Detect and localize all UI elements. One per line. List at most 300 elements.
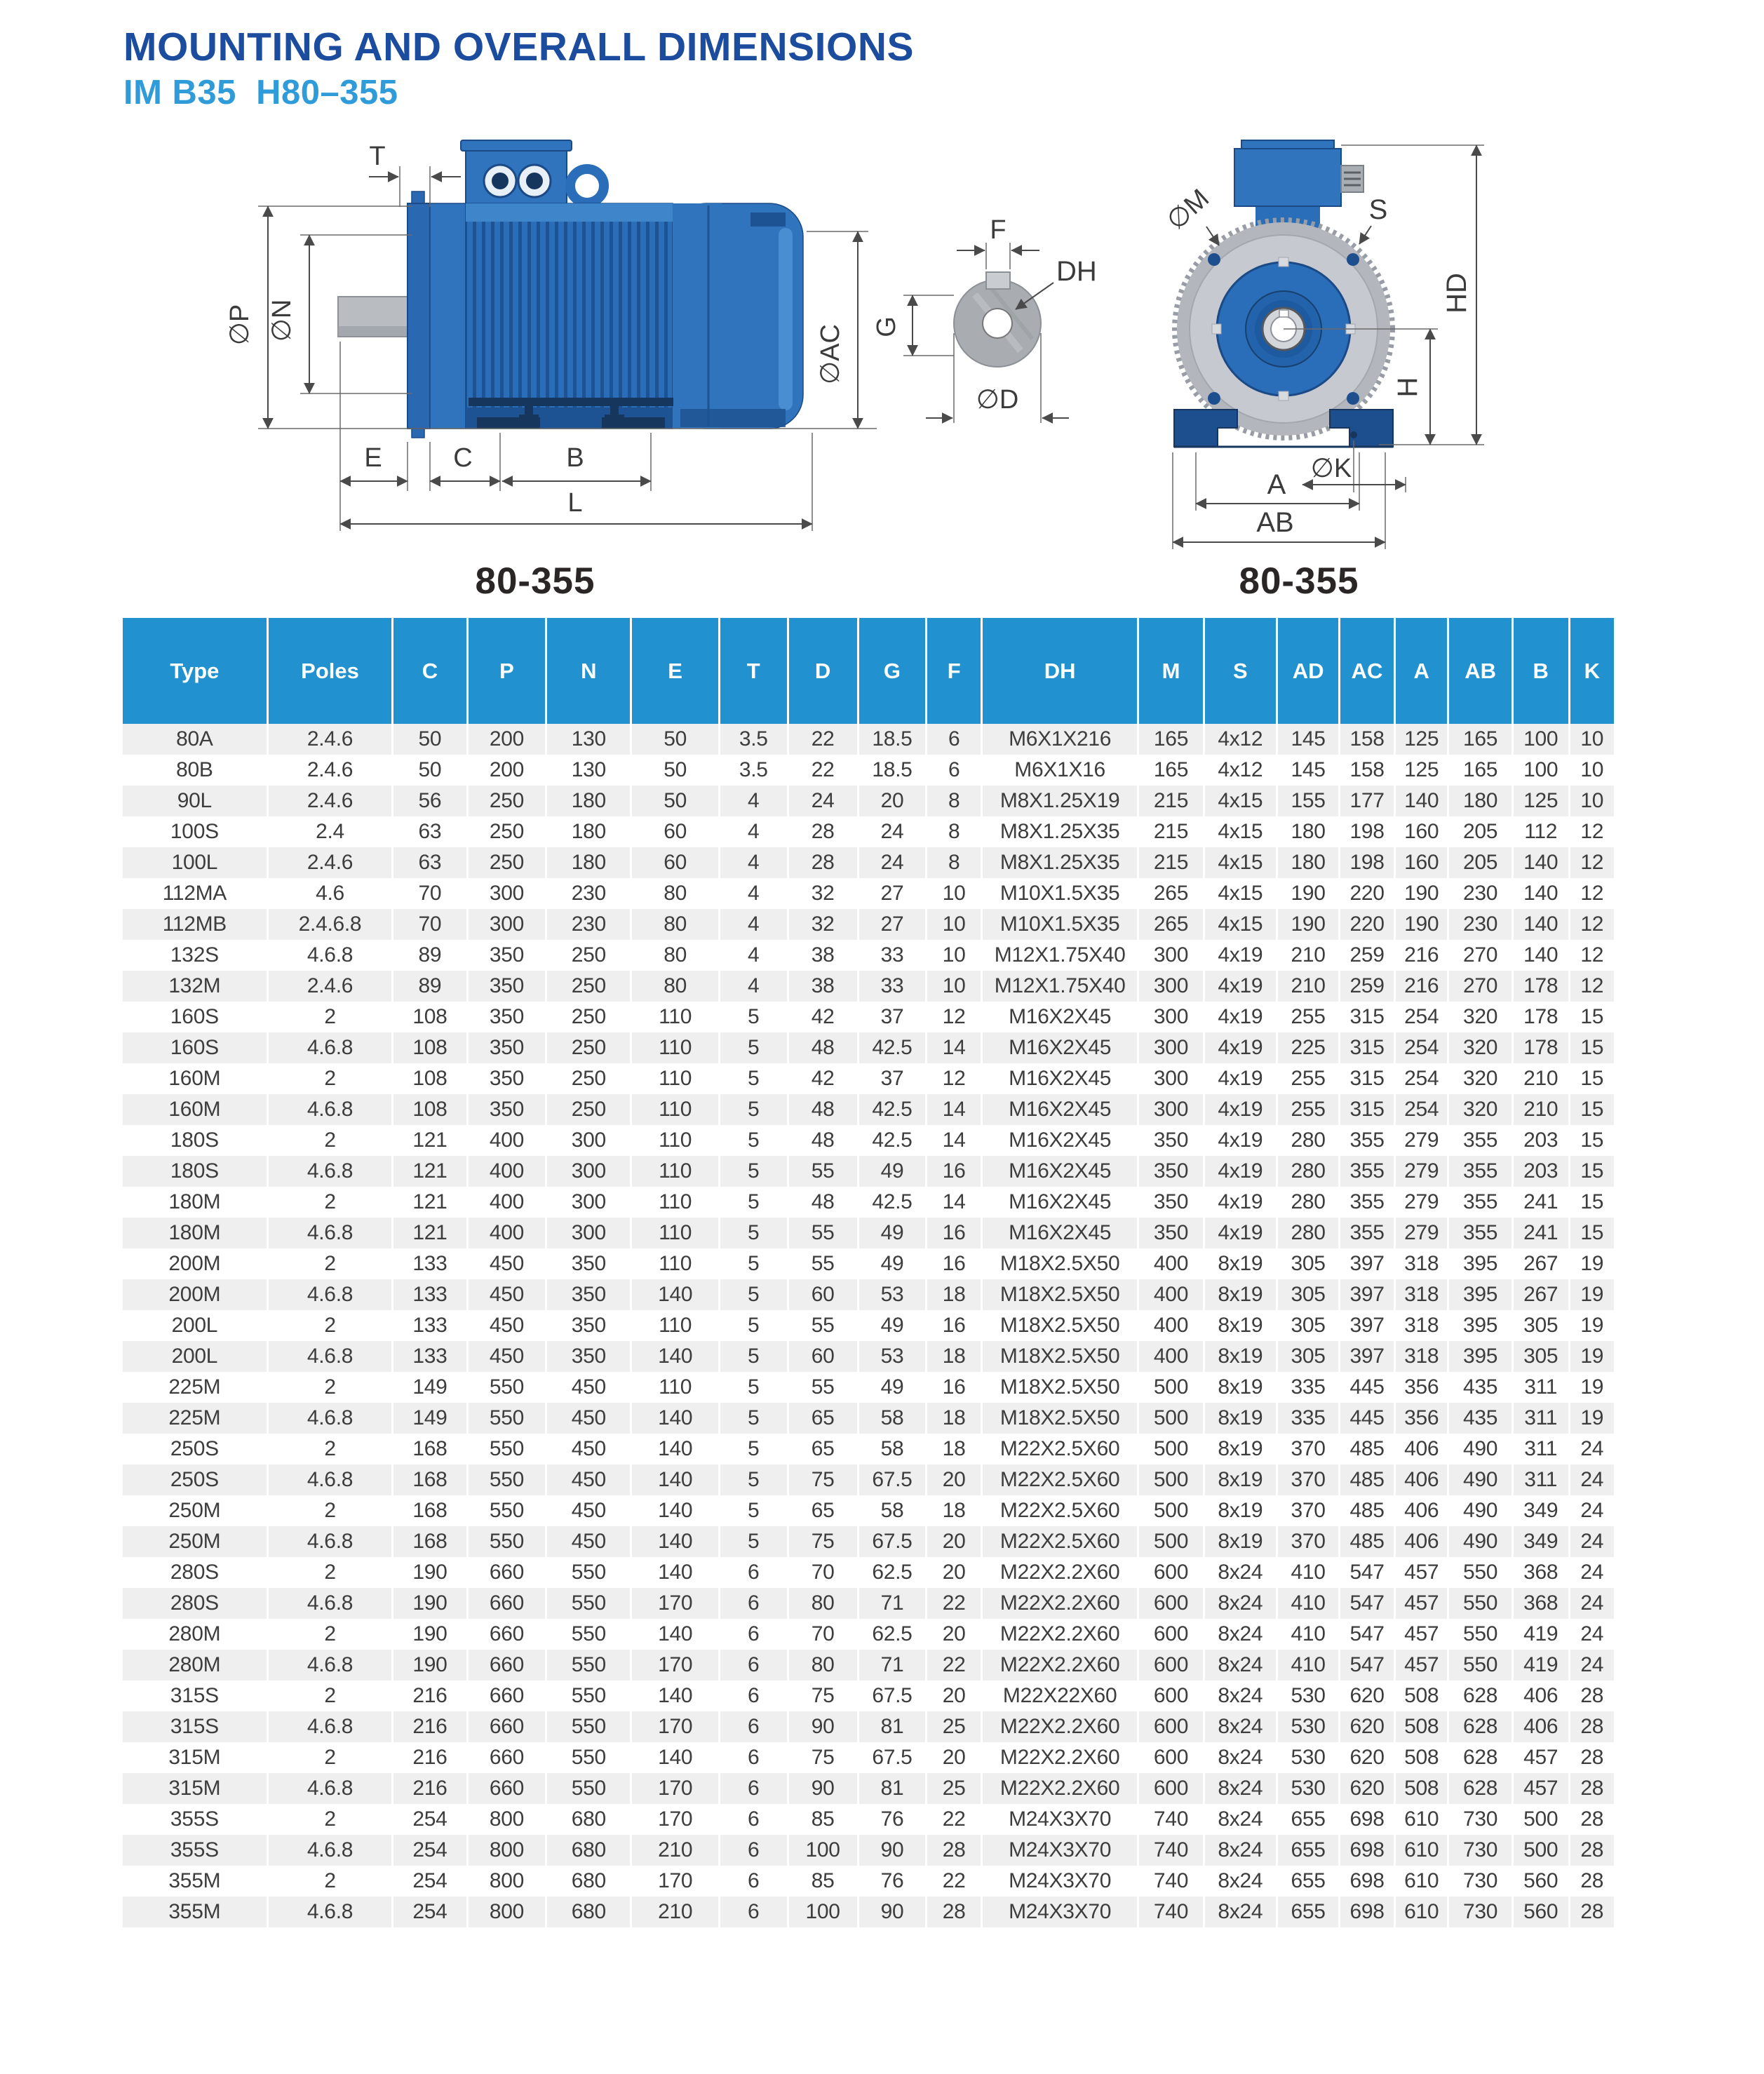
table-cell: 24 (858, 816, 927, 847)
table-cell: 320 (1448, 1032, 1512, 1063)
table-cell: 698 (1340, 1835, 1395, 1866)
table-cell: 730 (1448, 1897, 1512, 1927)
table-cell: 6 (719, 1866, 788, 1897)
table-cell: 311 (1512, 1464, 1569, 1495)
table-cell: 355 (1448, 1156, 1512, 1187)
table-cell: 4x19 (1204, 1218, 1277, 1248)
table-cell: 210 (1512, 1094, 1569, 1125)
table-cell: 81 (858, 1711, 927, 1742)
table-cell: M24X3X70 (982, 1866, 1138, 1897)
table-cell: 508 (1394, 1711, 1448, 1742)
table-cell: 37 (858, 1063, 927, 1094)
table-cell: 400 (1138, 1248, 1204, 1279)
dim-label-e: E (364, 443, 382, 473)
table-cell: 530 (1277, 1773, 1339, 1804)
table-row (123, 1619, 1614, 1650)
column-header-ac: AC (1340, 618, 1395, 724)
table-cell: 5 (719, 1464, 788, 1495)
table-cell: 740 (1138, 1835, 1204, 1866)
table-cell: 355M (123, 1866, 267, 1897)
table-cell: 190 (393, 1650, 467, 1681)
table-cell: 5 (719, 1125, 788, 1156)
shaft-hub (954, 272, 1041, 367)
table-cell: M18X2.5X50 (982, 1248, 1138, 1279)
table-cell: M6X1X216 (982, 724, 1138, 755)
table-cell: M22X2.5X60 (982, 1495, 1138, 1526)
table-cell: 24 (1580, 1653, 1604, 1676)
table-cell: 450 (467, 1310, 546, 1341)
table-cell: 600 (1138, 1557, 1204, 1588)
table-cell: 19 (1580, 1375, 1604, 1399)
table-cell: 318 (1394, 1248, 1448, 1279)
table-cell: 315S (123, 1681, 267, 1711)
table-cell: 250S (123, 1464, 267, 1495)
table-cell: 250S (123, 1434, 267, 1464)
table-row (123, 1248, 1614, 1279)
table-cell: 42.5 (858, 1032, 927, 1063)
table-cell: 165 (1448, 755, 1512, 786)
column-header-type: Type (123, 618, 267, 724)
table-cell: 300 (546, 1218, 631, 1248)
table-cell: 800 (467, 1835, 546, 1866)
table-cell: 8x19 (1204, 1341, 1277, 1372)
table-cell: 216 (393, 1773, 467, 1804)
table-cell: 490 (1448, 1526, 1512, 1557)
table-cell: 180 (1277, 816, 1339, 847)
table-cell: 8x19 (1204, 1372, 1277, 1403)
table-cell: 165 (1448, 724, 1512, 755)
column-header-ab: AB (1448, 618, 1512, 724)
table-cell: 500 (1512, 1835, 1569, 1866)
table-cell: 216 (1394, 940, 1448, 971)
table-cell: M24X3X70 (982, 1804, 1138, 1835)
table-cell: 158 (1340, 724, 1395, 755)
table-row (123, 1218, 1614, 1248)
table-cell: 100 (788, 1835, 858, 1866)
table-cell: 80 (631, 909, 719, 940)
table-cell: 42.5 (858, 1094, 927, 1125)
table-cell: M16X2X45 (982, 1032, 1138, 1063)
table-cell: 121 (393, 1125, 467, 1156)
table-cell: 4.6.8 (267, 1403, 393, 1434)
dim-label-h: H (1392, 377, 1423, 398)
table-cell: 400 (467, 1218, 546, 1248)
table-cell: 80 (788, 1588, 858, 1619)
table-cell: 4x19 (1204, 1125, 1277, 1156)
table-cell: 530 (1277, 1711, 1339, 1742)
table-cell: 4.6.8 (267, 1835, 393, 1866)
table-cell: 4.6.8 (267, 1650, 393, 1681)
table-cell: 350 (1138, 1125, 1204, 1156)
table-cell: 270 (1448, 971, 1512, 1002)
table-cell: 205 (1448, 847, 1512, 878)
table-cell: 140 (1512, 878, 1569, 909)
table-cell: 660 (467, 1650, 546, 1681)
table-cell: 600 (1138, 1742, 1204, 1773)
table-cell: 180 (546, 847, 631, 878)
table-cell: 254 (393, 1897, 467, 1927)
table-cell: 18 (927, 1434, 982, 1464)
table-cell: 85 (788, 1804, 858, 1835)
table-cell: 410 (1277, 1557, 1339, 1588)
table-cell: 190 (1277, 909, 1339, 940)
table-cell: 740 (1138, 1804, 1204, 1835)
table-cell: M18X2.5X50 (982, 1372, 1138, 1403)
table-cell: 60 (788, 1341, 858, 1372)
table-row (123, 1187, 1614, 1218)
table-cell: 140 (631, 1434, 719, 1464)
table-cell: 15 (1580, 1098, 1604, 1121)
table-cell: 4.6.8 (267, 1279, 393, 1310)
table-row (123, 1125, 1614, 1156)
table-cell: 10 (1580, 789, 1604, 812)
table-cell: 318 (1394, 1341, 1448, 1372)
table-cell: M10X1.5X35 (982, 909, 1138, 940)
table-cell: 5 (719, 1341, 788, 1372)
table-cell: 76 (858, 1804, 927, 1835)
table-cell: 241 (1512, 1218, 1569, 1248)
table-row (123, 1403, 1614, 1434)
table-cell: 620 (1340, 1681, 1395, 1711)
table-cell: 170 (631, 1711, 719, 1742)
table-cell: 6 (719, 1619, 788, 1650)
table-cell: 550 (1448, 1557, 1512, 1588)
table-cell: 560 (1512, 1866, 1569, 1897)
table-cell: 170 (631, 1773, 719, 1804)
table-cell: 190 (393, 1588, 467, 1619)
table-cell: 12 (1580, 913, 1604, 936)
table-cell: 155 (1277, 786, 1339, 816)
table-cell: 110 (631, 1125, 719, 1156)
dim-label-ac: ∅AC (816, 324, 845, 384)
table-cell: 10 (1580, 758, 1604, 781)
table-cell: 250 (467, 786, 546, 816)
table-cell: 406 (1394, 1464, 1448, 1495)
table-cell: 4x19 (1204, 1156, 1277, 1187)
table-cell: 8x24 (1204, 1866, 1277, 1897)
table-cell: M6X1X16 (982, 755, 1138, 786)
table-cell: 2 (267, 1866, 393, 1897)
table-cell: 254 (393, 1866, 467, 1897)
table-cell: 165 (1138, 755, 1204, 786)
table-cell: 220 (1340, 878, 1395, 909)
motor-feet (469, 398, 673, 406)
table-cell: 20 (927, 1464, 982, 1495)
table-cell: 445 (1340, 1372, 1395, 1403)
table-cell: 2 (267, 1619, 393, 1650)
table-cell: 508 (1394, 1681, 1448, 1711)
table-cell: 5 (719, 1495, 788, 1526)
table-cell: 110 (631, 1248, 719, 1279)
table-cell: 600 (1138, 1619, 1204, 1650)
column-header-d: D (788, 618, 858, 724)
table-cell: 4x19 (1204, 1032, 1277, 1063)
table-cell: 2 (267, 1557, 393, 1588)
table-cell: 350 (546, 1248, 631, 1279)
table-cell: 55 (788, 1248, 858, 1279)
table-cell: 3.5 (719, 724, 788, 755)
table-cell: 33 (858, 971, 927, 1002)
table-cell: 133 (393, 1341, 467, 1372)
table-cell: 210 (1512, 1063, 1569, 1094)
shaft-bore (983, 309, 1012, 338)
table-cell: 22 (927, 1866, 982, 1897)
table-cell: M22X2.2X60 (982, 1650, 1138, 1681)
table-cell: 3.5 (719, 755, 788, 786)
table-cell: 400 (1138, 1341, 1204, 1372)
column-header-e: E (631, 618, 719, 724)
table-cell: 5 (719, 1002, 788, 1032)
table-cell: 400 (467, 1187, 546, 1218)
table-cell: 200L (123, 1341, 267, 1372)
table-cell: 254 (1394, 1063, 1448, 1094)
table-cell: 620 (1340, 1742, 1395, 1773)
table-cell: 140 (1512, 940, 1569, 971)
table-cell: 250 (546, 1002, 631, 1032)
table-cell: 4.6.8 (267, 1156, 393, 1187)
table-cell: 27 (858, 878, 927, 909)
table-cell: 279 (1394, 1156, 1448, 1187)
table-cell: 628 (1448, 1773, 1512, 1804)
table-cell: 10 (927, 909, 982, 940)
column-header-poles: Poles (267, 618, 393, 724)
table-cell: 350 (467, 1002, 546, 1032)
dim-label-p: ∅P (225, 304, 255, 346)
table-cell: 350 (1138, 1156, 1204, 1187)
table-cell: 75 (788, 1526, 858, 1557)
table-row (123, 878, 1614, 909)
table-cell: 15 (1580, 1159, 1604, 1183)
dimensions-table (123, 618, 1614, 1927)
table-cell: 180S (123, 1125, 267, 1156)
table-cell: 315 (1340, 1032, 1395, 1063)
table-cell: 660 (467, 1619, 546, 1650)
table-cell: 254 (393, 1804, 467, 1835)
table-cell: 4.6.8 (267, 1032, 393, 1063)
table-cell: 660 (467, 1773, 546, 1804)
table-cell: 355 (1340, 1125, 1395, 1156)
table-row (123, 847, 1614, 878)
table-cell: 698 (1340, 1804, 1395, 1835)
table-cell: 28 (1580, 1746, 1604, 1769)
dim-label-c: C (453, 443, 473, 473)
table-cell: 8x24 (1204, 1711, 1277, 1742)
table-cell: 500 (1512, 1804, 1569, 1835)
table-cell: 133 (393, 1279, 467, 1310)
table-cell: M8X1.25X35 (982, 847, 1138, 878)
table-cell: 370 (1277, 1526, 1339, 1557)
table-cell: 160S (123, 1002, 267, 1032)
table-cell: 19 (1580, 1283, 1604, 1306)
table-cell: 305 (1277, 1248, 1339, 1279)
table-cell: 6 (719, 1804, 788, 1835)
table-cell: 5 (719, 1094, 788, 1125)
table-cell: 50 (631, 755, 719, 786)
table-cell: 300 (1138, 1094, 1204, 1125)
table-cell: 550 (467, 1495, 546, 1526)
table-cell: 4x15 (1204, 847, 1277, 878)
table-cell: 130 (546, 724, 631, 755)
table-cell: 655 (1277, 1866, 1339, 1897)
dim-label-n: ∅N (267, 299, 297, 342)
table-cell: 180 (546, 816, 631, 847)
table-row (123, 971, 1614, 1002)
table-cell: 38 (788, 971, 858, 1002)
table-cell: 70 (393, 878, 467, 909)
table-cell: 2 (267, 1495, 393, 1526)
table-cell: 100 (1512, 755, 1569, 786)
column-header-n: N (546, 618, 631, 724)
table-cell: 250 (467, 847, 546, 878)
table-cell: 4x19 (1204, 940, 1277, 971)
table-cell: 530 (1277, 1681, 1339, 1711)
table-cell: 740 (1138, 1897, 1204, 1927)
table-cell: 655 (1277, 1835, 1339, 1866)
table-cell: 110 (631, 1187, 719, 1218)
table-cell: 12 (927, 1002, 982, 1032)
table-cell: 500 (1138, 1372, 1204, 1403)
table-cell: 250 (546, 971, 631, 1002)
table-cell: 259 (1340, 971, 1395, 1002)
table-cell: 550 (546, 1711, 631, 1742)
table-cell: 168 (393, 1526, 467, 1557)
table-cell: 397 (1340, 1341, 1395, 1372)
table-cell: 8x24 (1204, 1557, 1277, 1588)
table-cell: M12X1.75X40 (982, 971, 1138, 1002)
table-cell: 15 (1580, 1129, 1604, 1152)
table-cell: 110 (631, 1156, 719, 1187)
table-cell: 600 (1138, 1711, 1204, 1742)
table-cell: 80B (123, 755, 267, 786)
table-cell: 4.6.8 (267, 1341, 393, 1372)
table-cell: 280S (123, 1588, 267, 1619)
table-cell: 500 (1138, 1434, 1204, 1464)
table-cell: 180S (123, 1156, 267, 1187)
table-cell: 62.5 (858, 1557, 927, 1588)
table-cell: 190 (1394, 909, 1448, 940)
table-cell: 132S (123, 940, 267, 971)
table-cell: 48 (788, 1125, 858, 1156)
table-cell: 2 (267, 1002, 393, 1032)
table-cell: 20 (927, 1681, 982, 1711)
table-cell: 89 (393, 971, 467, 1002)
table-cell: 800 (467, 1897, 546, 1927)
table-cell: 300 (1138, 971, 1204, 1002)
table-cell: 6 (927, 755, 982, 786)
table-cell: 450 (467, 1248, 546, 1279)
table-cell: 550 (467, 1403, 546, 1434)
table-cell: 10 (1580, 727, 1604, 750)
table-cell: 628 (1448, 1681, 1512, 1711)
table-cell: 50 (631, 786, 719, 816)
table-cell: 20 (927, 1557, 982, 1588)
table-cell: 400 (467, 1156, 546, 1187)
table-cell: 315M (123, 1773, 267, 1804)
table-cell: 110 (631, 1372, 719, 1403)
table-cell: 160S (123, 1032, 267, 1063)
table-cell: 400 (1138, 1279, 1204, 1310)
table-cell: 2 (267, 1063, 393, 1094)
table-cell: 210 (1277, 940, 1339, 971)
table-cell: 485 (1340, 1464, 1395, 1495)
table-cell: 18 (927, 1279, 982, 1310)
table-cell: 32 (788, 878, 858, 909)
table-cell: 349 (1512, 1526, 1569, 1557)
table-cell: 37 (858, 1002, 927, 1032)
table-cell: 457 (1394, 1557, 1448, 1588)
table-cell: 112 (1512, 816, 1569, 847)
table-cell: 698 (1340, 1866, 1395, 1897)
table-cell: 140 (1394, 786, 1448, 816)
table-cell: 355S (123, 1804, 267, 1835)
table-cell: 22 (788, 755, 858, 786)
table-cell: M16X2X45 (982, 1002, 1138, 1032)
table-cell: 42 (788, 1002, 858, 1032)
table-cell: 168 (393, 1464, 467, 1495)
table-row (123, 1650, 1614, 1681)
table-row (123, 1742, 1614, 1773)
table-cell: 8x19 (1204, 1310, 1277, 1341)
table-cell: 22 (927, 1588, 982, 1619)
table-cell: 28 (1580, 1900, 1604, 1923)
table-cell: 200M (123, 1279, 267, 1310)
table-cell: 10 (927, 971, 982, 1002)
table-cell: 75 (788, 1681, 858, 1711)
table-cell: 28 (1580, 1869, 1604, 1892)
table-cell: 230 (546, 878, 631, 909)
table-cell: 81 (858, 1773, 927, 1804)
table-cell: 620 (1340, 1711, 1395, 1742)
table-cell: 8x24 (1204, 1588, 1277, 1619)
table-cell: 254 (393, 1835, 467, 1866)
table-cell: 550 (1448, 1588, 1512, 1619)
table-row (123, 1464, 1614, 1495)
table-cell: 50 (631, 724, 719, 755)
table-cell: M16X2X45 (982, 1094, 1138, 1125)
table-cell: 628 (1448, 1742, 1512, 1773)
table-cell: 305 (1512, 1310, 1569, 1341)
table-row (123, 816, 1614, 847)
table-cell: 4.6 (267, 878, 393, 909)
table-cell: 160 (1394, 847, 1448, 878)
table-cell: 600 (1138, 1650, 1204, 1681)
table-cell: 12 (1580, 943, 1604, 967)
table-cell: 49 (858, 1156, 927, 1187)
table-cell: 170 (631, 1804, 719, 1835)
table-cell: 320 (1448, 1063, 1512, 1094)
front-view-caption: 80-355 (1239, 560, 1359, 602)
table-cell: 370 (1277, 1434, 1339, 1464)
table-cell: 205 (1448, 816, 1512, 847)
table-cell: 140 (1512, 909, 1569, 940)
table-cell: 110 (631, 1310, 719, 1341)
column-header-f: F (927, 618, 982, 724)
table-cell: 178 (1512, 1002, 1569, 1032)
table-cell: 14 (927, 1032, 982, 1063)
dim-label-f: F (990, 215, 1006, 245)
table-cell: 108 (393, 1063, 467, 1094)
table-cell: 27 (858, 909, 927, 940)
table-cell: 4x12 (1204, 724, 1277, 755)
table-cell: 315S (123, 1711, 267, 1742)
table-cell: 698 (1340, 1897, 1395, 1927)
table-cell: 149 (393, 1372, 467, 1403)
table-cell: 203 (1512, 1156, 1569, 1187)
table-row (123, 940, 1614, 971)
table-cell: 280 (1277, 1218, 1339, 1248)
table-cell: 19 (1580, 1314, 1604, 1337)
table-cell: 450 (546, 1526, 631, 1557)
